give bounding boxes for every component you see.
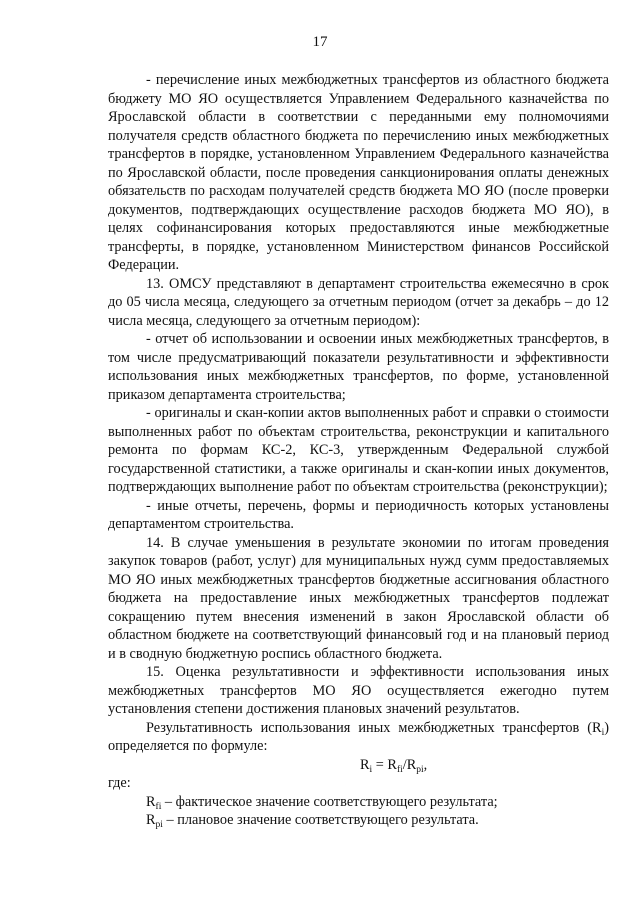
result-formula: $R_i = R_{fi}/R_{pi}$, — [360, 756, 428, 775]
paragraph-other-reports-item: - иные отчеты, перечень, формы и периодичность которых установлены департаментом строительства. — [108, 497, 609, 532]
paragraph-14-reduction: 14. В случае уменьшения в результате экономии по итогам проведения закупок товаров (работ, услуг) для муниципальных нужд сумм предоставляемых МО ЯО иных межбюджетных трансфертов бюджетные ассигнования областного бюджета на предоставление иных межбюджетных трансфертов подлежат сокращению путем внесения изменений в закон Ярославской области об областном бюджете на соответствующий финансовый год и на плановый период и в сводную бюджетную роспись областного бюджета. — [108, 534, 609, 662]
paragraph-13-reporting: 13. ОМСУ представляют в департамент строительства ежемесячно в срок до 05 числа месяца, следующего за отчетным периодом (отчет за декабрь – до 12 числа месяца, следующего за отчетным периодом): — [108, 275, 609, 329]
document-body — [108, 71, 609, 830]
where-label: где: — [108, 775, 131, 791]
paragraph-15-evaluation: 15. Оценка результативности и эффективности использования иных межбюджетных трансфертов МО ЯО осуществляется ежегодно путем установления степени достижения плановых значений результатов. — [108, 664, 609, 717]
legend-fact-value: $R_{fi}$ – фактическое значение соответствующего результата; — [146, 793, 498, 812]
paragraph-acts-item: - оригиналы и скан-копии актов выполненных работ и справки о стоимости выполненных работ по объектам строительства, реконструкции и капитального ремонта по формам КС-2, КС-3, утвержденным Федеральной службой государственной статистики, а также оригиналы и скан-копии иных документов, подтверждающих выполнение работ по объектам строительства (реконструкции); — [108, 405, 609, 495]
paragraph-transfer-procedure: - перечисление иных межбюджетных трансфертов из областного бюджета бюджету МО ЯО осуществляется Управлением Федерального казначейства по Ярославской области в соответствии с переданными ему полномочиями получателя средств областного бюджета по перечислению иных межбюджетных трансфертов в порядке, установленном Управлением Федерального казначейства по Ярославской области, после проведения санкционирования оплаты денежных обязательств по расходам получателей средств бюджета МО ЯО (после проверки документов, подтверждающих осуществление расходов бюджета МО ЯО), в целях софинансирования которых предоставляются иные межбюджетные трансферты, в порядке, установленном Министерством финансов Российской Федерации. — [108, 72, 609, 273]
paragraph-result-intro: Результативность использования иных межбюджетных трансфертов $(R_i)$ определяется по формуле: — [108, 719, 609, 754]
legend-plan-value: $R_{pi}$ – плановое значение соответствующего результата. — [146, 812, 479, 830]
paragraph-report-item: - отчет об использовании и освоении иных межбюджетных трансфертов, в том числе предусматривающий показатели результативности и эффективности использования иных межбюджетных трансфертов, по форме, установленной приказом департамента строительства; — [108, 331, 609, 403]
page-number: 17 — [312, 34, 328, 50]
